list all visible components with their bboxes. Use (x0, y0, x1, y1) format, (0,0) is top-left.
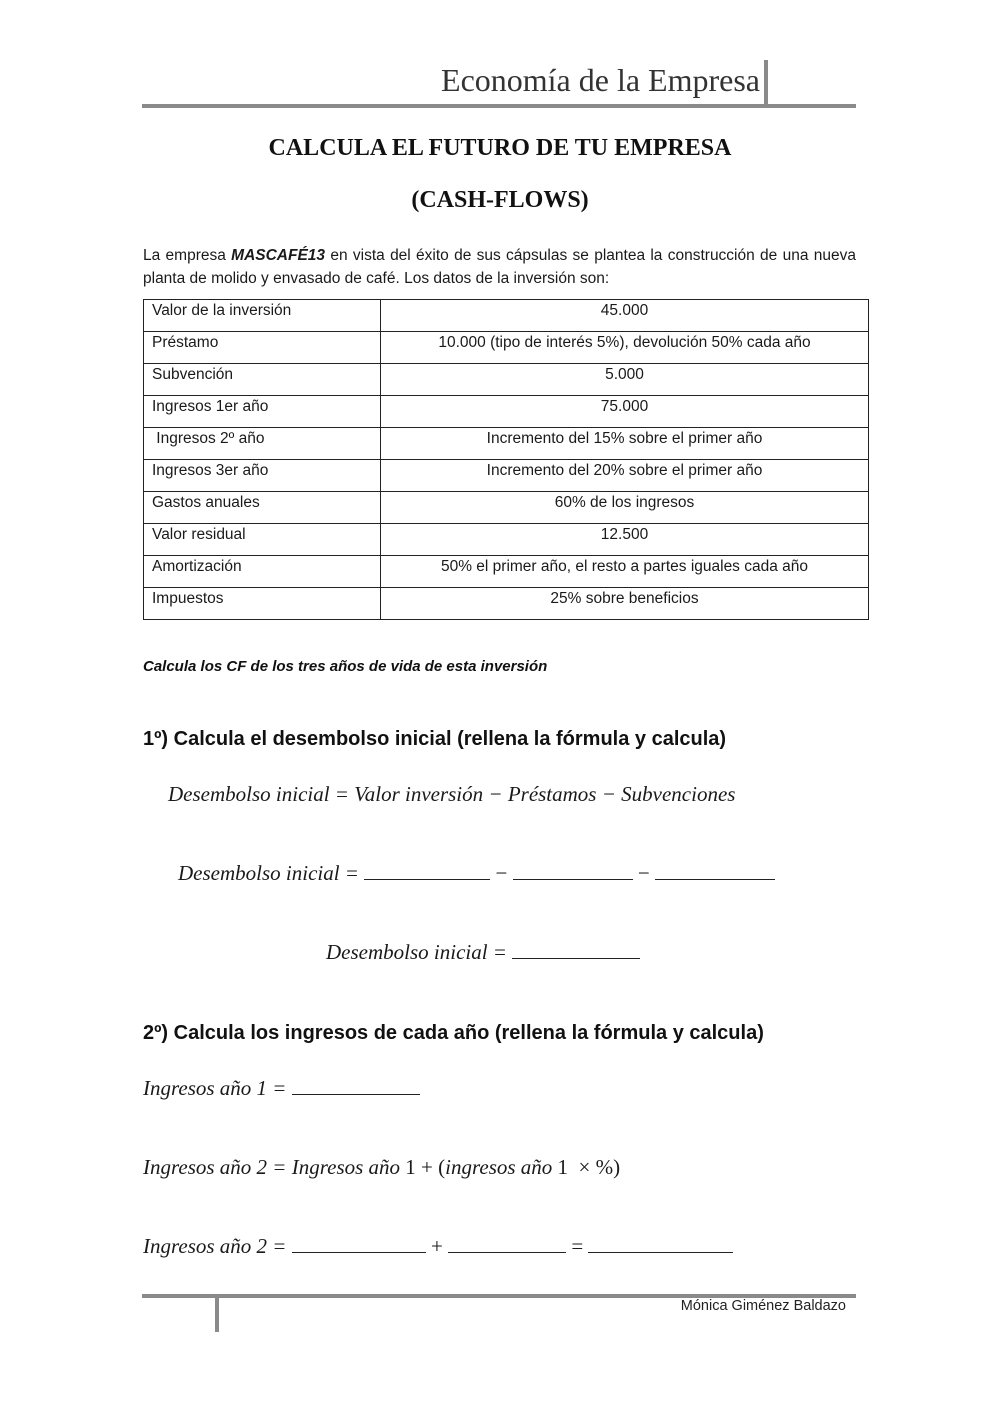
blank-income-year1-value[interactable] (292, 1234, 426, 1253)
row-label: Ingresos 1er año (144, 396, 381, 428)
intro-paragraph (143, 244, 856, 290)
row-label: Ingresos 2º año (144, 428, 381, 460)
row-value: Incremento del 15% sobre el primer año (381, 428, 869, 460)
table-row (144, 364, 869, 396)
equals-sign: = (566, 1234, 589, 1258)
minus-sign: − (632, 861, 655, 885)
blank-income-year2[interactable] (588, 1234, 733, 1253)
intro-before: La empresa (143, 247, 232, 264)
blank-initial-outlay[interactable] (512, 940, 640, 959)
blank-investment-value[interactable] (364, 861, 490, 880)
row-value: 45.000 (381, 300, 869, 332)
table-row (144, 556, 869, 588)
year2-formula-row (143, 1155, 620, 1180)
table-row (144, 428, 869, 460)
blank-loans[interactable] (513, 861, 633, 880)
row-value: 25% sobre beneficios (381, 588, 869, 620)
section1-fill-lhs: Desembolso inicial = (178, 861, 365, 885)
table-row (144, 524, 869, 556)
page-subtitle: (CASH-FLOWS) (411, 187, 589, 213)
header-vertical-bar (764, 60, 768, 108)
section1-result-lhs: Desembolso inicial = (326, 940, 513, 964)
row-label: Gastos anuales (144, 492, 381, 524)
investment-data-table (143, 299, 869, 620)
row-value: 10.000 (tipo de interés 5%), devolución 50% cada año (381, 332, 869, 364)
row-label: Valor residual (144, 524, 381, 556)
section1-fill-row (178, 861, 775, 886)
instruction: Calcula los CF de los tres años de vida de esta inversión (143, 658, 548, 675)
section1-heading: 1º) Calcula el desembolso inicial (rellena la fórmula y calcula) (143, 728, 727, 750)
row-value: 75.000 (381, 396, 869, 428)
footer-author: Mónica Giménez Baldazo (680, 1298, 846, 1314)
page-title: CALCULA EL FUTURO DE TU EMPRESA (268, 135, 732, 161)
row-value: 5.000 (381, 364, 869, 396)
section1-result-row (326, 940, 640, 965)
year1-row (143, 1076, 420, 1101)
section2-heading: 2º) Calcula los ingresos de cada año (rellena la fórmula y calcula) (143, 1022, 764, 1044)
row-label: Ingresos 3er año (144, 460, 381, 492)
row-label: Subvención (144, 364, 381, 396)
row-value: 60% de los ingresos (381, 492, 869, 524)
table-row (144, 492, 869, 524)
year1-lhs: Ingresos año 1 = (143, 1076, 292, 1100)
table-row (144, 332, 869, 364)
table-row (144, 396, 869, 428)
year2-formula-b: 1 + ( (405, 1155, 446, 1179)
year2-formula-lhs: Ingresos año 2 = (143, 1155, 292, 1179)
blank-income-year1[interactable] (292, 1076, 420, 1095)
table-row (144, 588, 869, 620)
table-row (144, 300, 869, 332)
company-name: MASCAFÉ13 (231, 247, 326, 264)
year2-formula-a: Ingresos año (291, 1155, 406, 1179)
blank-subsidies[interactable] (655, 861, 775, 880)
footer-vertical-bar (215, 1294, 219, 1332)
year2-fill-lhs: Ingresos año 2 = (143, 1234, 292, 1258)
row-label: Amortización (144, 556, 381, 588)
header-rule (142, 104, 856, 108)
row-value: 50% el primer año, el resto a partes iguales cada año (381, 556, 869, 588)
row-label: Impuestos (144, 588, 381, 620)
year2-formula-d: 1 × %) (557, 1155, 621, 1179)
intro-after: en vista del éxito de sus cápsulas se plantea la construcción de una nueva planta de molido y envasado de café. Los datos de la inversión son: (143, 247, 856, 287)
minus-sign: − (490, 861, 513, 885)
plus-sign: + (425, 1234, 449, 1258)
year2-fill-row (143, 1234, 733, 1259)
year2-formula-c: ingresos año (445, 1155, 558, 1179)
row-label: Valor de la inversión (144, 300, 381, 332)
row-value: Incremento del 20% sobre el primer año (381, 460, 869, 492)
header-title: Economía de la Empresa (441, 62, 760, 98)
section1-formula: Desembolso inicial = Valor inversión − Préstamos − Subvenciones (168, 782, 736, 806)
table-row (144, 460, 869, 492)
blank-increment[interactable] (448, 1234, 566, 1253)
row-value: 12.500 (381, 524, 869, 556)
row-label: Préstamo (144, 332, 381, 364)
